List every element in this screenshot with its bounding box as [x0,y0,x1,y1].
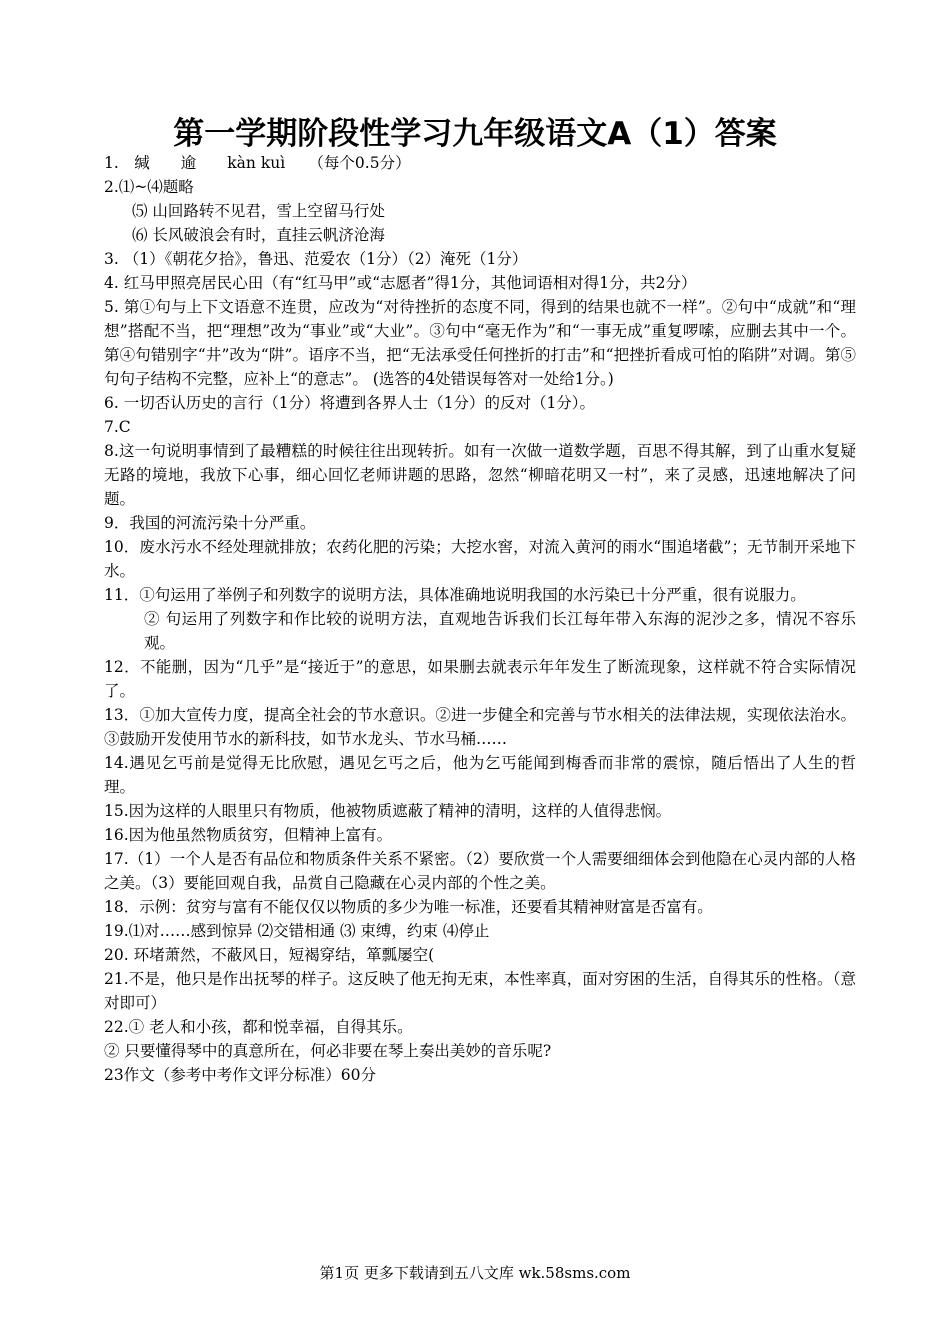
answer-18: 18．示例：贫穷与富有不能仅仅以物质的多少为唯一标准，还要看其精神财富是否富有。 [104,898,713,916]
answer-3: 3. （1）《朝花夕拾》，鲁迅、范爱农（1分）（2）淹死（1分） [104,250,528,268]
answer-10: 10．废水污水不经处理就排放；农药化肥的污染；大挖水窖，对流入黄河的雨水“围追堵截”；无节制开采地下水。 [104,538,856,580]
answer-12: 12．不能删，因为“几乎”是“接近于”的意思，如果删去就表示年年发生了断流现象，这样就不符合实际情况了。 [104,658,856,700]
answer-20: 20. 环堵萧然，不蔽风日，短褐穿结，箪瓢屡空( [104,946,435,964]
answer-13: 13．①加大宣传力度，提高全社会的节水意识。②进一步健全和完善与节水相关的法律法规，实现依法治水。③鼓励开发使用节水的新科技，如节水龙头、节水马桶…… [104,706,856,748]
answer-21: 21.不是，他只是作出抚琴的样子。这反映了他无拘无束，本性率真，面对穷困的生活，自得其乐的性格。（意对即可） [104,970,856,1012]
answer-15: 15.因为这样的人眼里只有物质，他被物质遮蔽了精神的清明，这样的人值得悲悯。 [104,802,672,820]
answer-9: 9．我国的河流污染十分严重。 [104,514,316,532]
answer-23: 23作文（参考中考作文评分标准）60分 [104,1066,376,1084]
answer-17: 17.（1）一个人是否有品位和物质条件关系不紧密。（2）要欣赏一个人需要细细体会到他隐在心灵内部的人格之美。（3）要能回观自我，品赏自己隐藏在心灵内部的个性之美。 [104,850,856,892]
answer-6: 6. 一切否认历史的言行（1分）将遭到各界人士（1分）的反对（1分）。 [104,394,596,412]
answer-2-6: ⑹ 长风破浪会有时，直挂云帆济沧海 [132,226,385,244]
answer-11-1: 11．①句运用了举例子和列数字的说明方法，具体准确地说明我国的水污染已十分严重，很有说服力。 [104,586,806,604]
answer-list [104,151,856,1087]
answer-8: 8.这一句说明事情到了最糟糕的时候往往出现转折。如有一次做一道数学题，百思不得其解，到了山重水复疑无路的境地，我放下心事，细心回忆老师讲题的思路，忽然“柳暗花明又一村”，来了灵感，迅速地解决了问题。 [104,442,856,508]
answer-4: 4. 红马甲照亮居民心田（有“红马甲”或“志愿者”得1分，其他词语相对得1分，共2分） [104,274,697,292]
page-title: 第一学期阶段性学习九年级语文A（1）答案 [173,116,777,152]
page-footer: 第1页 更多下载请到五八文库 wk.58sms.com [319,1264,631,1282]
answer-7: 7.C [104,418,131,436]
answer-22-2: ② 只要懂得琴中的真意所在，何必非要在琴上奏出美妙的音乐呢? [104,1042,552,1060]
answer-5: 5. 第①句与上下文语意不连贯，应改为“对待挫折的态度不同，得到的结果也就不一样”。②句中“成就”和“理想”搭配不当，把“理想”改为“事业”或“大业”。③句中“毫无作为”和“一事无成”重复啰嗦，应删去其中一个。 第④句错别字“井”改为“阱”。语序不当，把“无法承受任何挫折的打击”和“把挫折看成可怕的陷阱”对调。第⑤句句子结构不完整，应补上“的意志”。 (选答的4处错误每答对一处给1分。) [104,298,856,388]
answer-14: 14.遇见乞丐前是觉得无比欣慰，遇见乞丐之后，他为乞丐能闻到梅香而非常的震惊，随后悟出了人生的哲理。 [104,754,856,796]
answer-16: 16.因为他虽然物质贫穷，但精神上富有。 [104,826,393,844]
answer-2: 2.⑴~⑷题略 [104,178,194,196]
answer-11-2: ② 句运用了列数字和作比较的说明方法，直观地告诉我们长江每年带入东海的泥沙之多，情况不容乐观。 [144,610,856,652]
answer-1: 1. 缄 逾 kàn kuì （每个0.5分） [104,154,411,172]
answer-2-5: ⑸ 山回路转不见君，雪上空留马行处 [132,202,385,220]
answer-22-1: 22.① 老人和小孩，都和悦幸福，自得其乐。 [104,1018,413,1036]
answer-19: 19.⑴对……感到惊异 ⑵交错相通 ⑶ 束缚，约束 ⑷停止 [104,922,490,940]
